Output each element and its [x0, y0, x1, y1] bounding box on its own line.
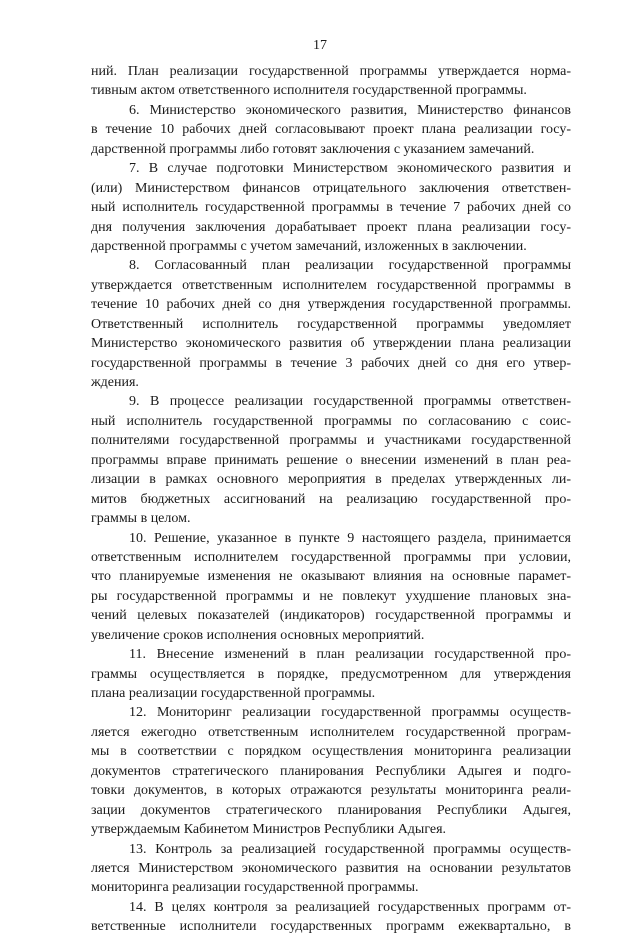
text-line: ный исполнитель государственной программы в течение 7 рабочих дней со [91, 200, 571, 216]
text-line: в течение 10 рабочих дней согласовывают проект плана реализации госу- [91, 122, 571, 138]
text-line: утверждаемым Кабинетом Министров Республики Адыгея. [91, 822, 447, 838]
text-line: ный исполнитель государственной программы по согласованию с соис- [91, 413, 571, 429]
text-line: документов стратегического планирования Республики Адыгея и подго- [91, 763, 571, 779]
text-line: дня получения заключения дорабатывает проект плана реализации госу- [91, 219, 571, 235]
text-line: митов бюджетных ассигнований на реализацию государственной про- [91, 491, 571, 507]
text-line: плана реализации государственной программы. [91, 686, 376, 701]
text-line: течение 10 рабочих дней со дня утверждения государственной программы. [91, 297, 571, 313]
text-line: ждения. [91, 375, 139, 390]
text-line: Министерство экономического развития об утверждении плана реализации [91, 336, 571, 352]
text-line: чений целевых показателей (индикаторов) государственной программы и [91, 608, 571, 624]
text-line: зации документов стратегического планирования Республики Адыгея, [91, 802, 571, 818]
text-line: 14. В целях контроля за реализацией государственных программ от- [129, 899, 571, 915]
text-line: полнителями государственной программы и участниками государственной [91, 433, 571, 449]
text-line: 10. Решение, указанное в пункте 9 настоящего раздела, принимается [129, 530, 571, 546]
text-line: ры государственной программы и не повлекут ухудшение плановых зна- [91, 588, 571, 604]
text-line: 13. Контроль за реализацией государственной программы осуществ- [129, 841, 571, 857]
page-number: 17 [313, 38, 327, 53]
text-line: 8. Согласованный план реализации государственной программы [129, 258, 571, 274]
text-line: мы в соответствии с порядком осуществления мониторинга реализации [91, 744, 571, 760]
text-line: граммы осуществляется в порядке, предусмотренном для утверждения [91, 666, 571, 682]
text-line: товки документов, в которых отражаются результаты мониторинга реали- [91, 783, 571, 799]
text-line: 9. В процессе реализации государственной программы ответствен- [129, 394, 571, 410]
text-line: утверждается ответственным исполнителем государственной программы в [91, 277, 571, 293]
text-line: ветственные исполнители государственных программ ежеквартально, в [91, 919, 571, 935]
body-text [91, 62, 571, 937]
text-line: ляется ежегодно ответственным исполнителем государственной програм- [91, 724, 571, 740]
text-line: ответственным исполнителем государственной программы при условии, [91, 549, 571, 565]
text-line: Ответственный исполнитель государственной программы уведомляет [91, 316, 571, 332]
text-line: что планируемые изменения не оказывают влияния на основные парамет- [91, 569, 571, 585]
text-line: мониторинга реализации государственной программы. [91, 880, 419, 896]
text-line: государственной программы в течение 3 рабочих дней со дня его утвер- [91, 355, 571, 371]
text-line: ний. План реализации государственной программы утверждается норма- [91, 64, 571, 79]
text-line: (или) Министерством финансов отрицательного заключения ответствен- [91, 180, 571, 196]
text-line: 12. Мониторинг реализации государственной программы осуществ- [129, 705, 571, 721]
text-line: программы вправе принимать решение о внесении изменений в план реа- [91, 452, 571, 468]
text-line: граммы в целом. [91, 511, 191, 527]
text-line: тивным актом ответственного исполнителя государственной программы. [91, 83, 527, 99]
text-line: 6. Министерство экономического развития, Министерство финансов [129, 102, 571, 118]
text-line: 7. В случае подготовки Министерством экономического развития и [129, 161, 571, 177]
text-line: дарственной программы с учетом замечаний, изложенных в заключении. [91, 238, 527, 254]
text-line: 11. Внесение изменений в план реализации государственной про- [129, 647, 571, 663]
text-line: лизации в рамках основного мероприятия в пределах утвержденных ли- [91, 472, 571, 488]
text-line: ляется Министерством экономического развития на основании результатов [91, 860, 571, 876]
text-line: дарственной программы либо готовят заключения с указанием замечаний. [91, 141, 535, 157]
text-line: увеличение сроков исполнения основных мероприятий. [91, 627, 425, 643]
